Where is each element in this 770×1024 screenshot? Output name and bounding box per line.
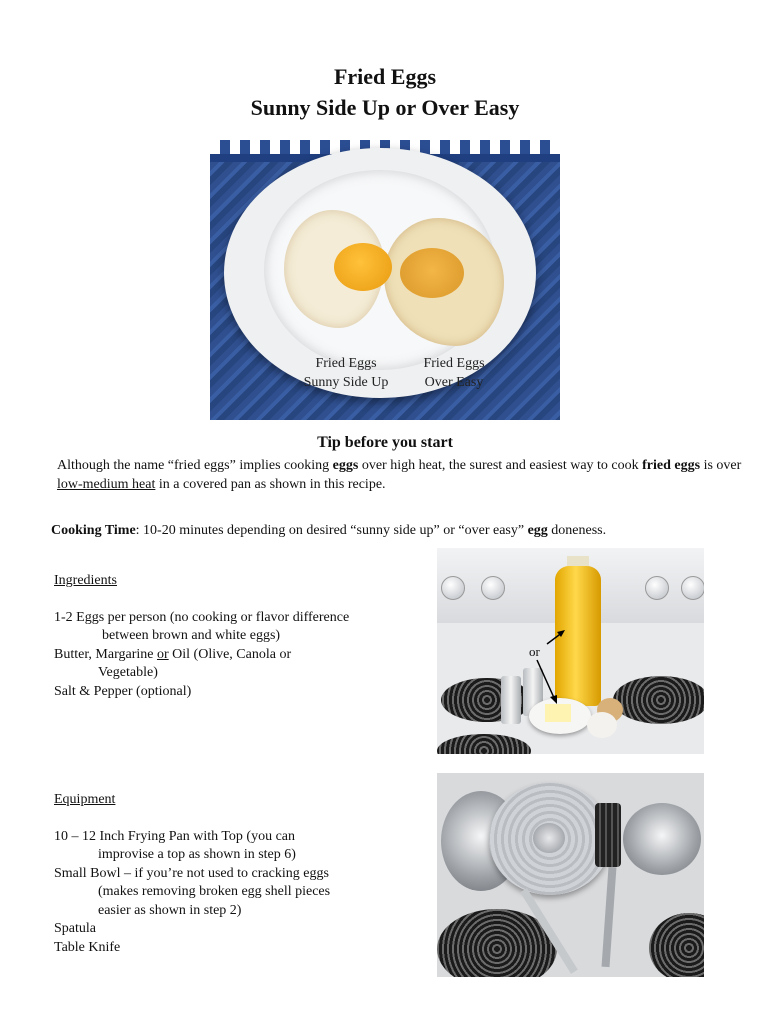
egg-yolk-over-easy [400, 248, 464, 298]
list-item-continued: improvise a top as shown in step 6) [98, 847, 296, 862]
caption-sunny-side-up [296, 354, 396, 392]
plate [224, 148, 536, 398]
list-item-continued: Vegetable) [98, 665, 158, 680]
ingredients-photo [437, 548, 704, 754]
caption-over-easy [404, 354, 504, 392]
tip-underlined: low-medium heat [57, 477, 156, 492]
list-item-continued: between brown and white eggs) [102, 628, 281, 643]
list-item: 10 – 12 Inch Frying Pan with Top (you can [54, 828, 296, 844]
spatula-handle [602, 867, 617, 967]
list-item-continued: easier as shown in step 2) [98, 902, 242, 918]
tip-bold: fried eggs [642, 458, 701, 473]
ingredient-or: or [156, 646, 169, 662]
caption-line: Sunny Side Up [303, 375, 389, 390]
caption-line: Over Easy [424, 375, 484, 390]
list-item: 1-2 Eggs per person (no cooking or flavor difference [54, 609, 350, 625]
caption-line: Fried Eggs [423, 356, 485, 371]
arrow-icon [437, 548, 704, 754]
list-item: Small Bowl – if you’re not used to cracking eggs [54, 865, 329, 881]
list-item: Salt & Pepper (optional) [54, 683, 192, 699]
caption-line: Fried Eggs [315, 356, 377, 371]
ingredient-text: Oil (Olive, Canola or [168, 646, 292, 662]
page-subtitle: Sunny Side Up or Over Easy [250, 95, 520, 120]
cooking-time-text: : 10-20 minutes depending on desired “sunny side up” or “over easy” [135, 523, 528, 538]
or-annotation: or [529, 644, 540, 659]
tip-text: in a covered pan as shown in this recipe. [155, 477, 386, 492]
list-item [54, 646, 349, 665]
tip-text: over high heat, the surest and easiest way to cook [358, 458, 643, 473]
list-item: Spatula [54, 921, 96, 936]
cooking-time-text: doneness. [547, 523, 607, 538]
cooking-time [51, 521, 741, 540]
ingredient-text: Butter, Margarine [54, 646, 157, 662]
tip-text: Although the name “fried eggs” implies cooking [57, 458, 333, 473]
equipment-photo [437, 773, 704, 977]
ingredients-heading: Ingredients [54, 573, 117, 588]
list-item: Table Knife [54, 939, 121, 955]
lid-knob [533, 823, 565, 853]
egg-yolk-sunny [334, 243, 392, 291]
fried-eggs-photo [210, 140, 560, 420]
tip-heading: Tip before you start [317, 434, 453, 451]
cooking-time-label: Cooking Time [51, 523, 136, 538]
cooking-time-bold: egg [527, 523, 548, 538]
equipment-heading: Equipment [54, 792, 116, 807]
burner [649, 913, 704, 977]
ingredients-list [54, 572, 349, 701]
equipment-list [54, 791, 330, 957]
small-bowl [623, 803, 701, 875]
list-item-continued: (makes removing broken egg shell pieces [98, 884, 331, 899]
page-title: Fried Eggs [333, 64, 437, 89]
tip-paragraph [57, 456, 747, 494]
tip-text: is over [700, 458, 742, 473]
tip-bold: eggs [332, 458, 359, 473]
spatula [595, 803, 621, 867]
